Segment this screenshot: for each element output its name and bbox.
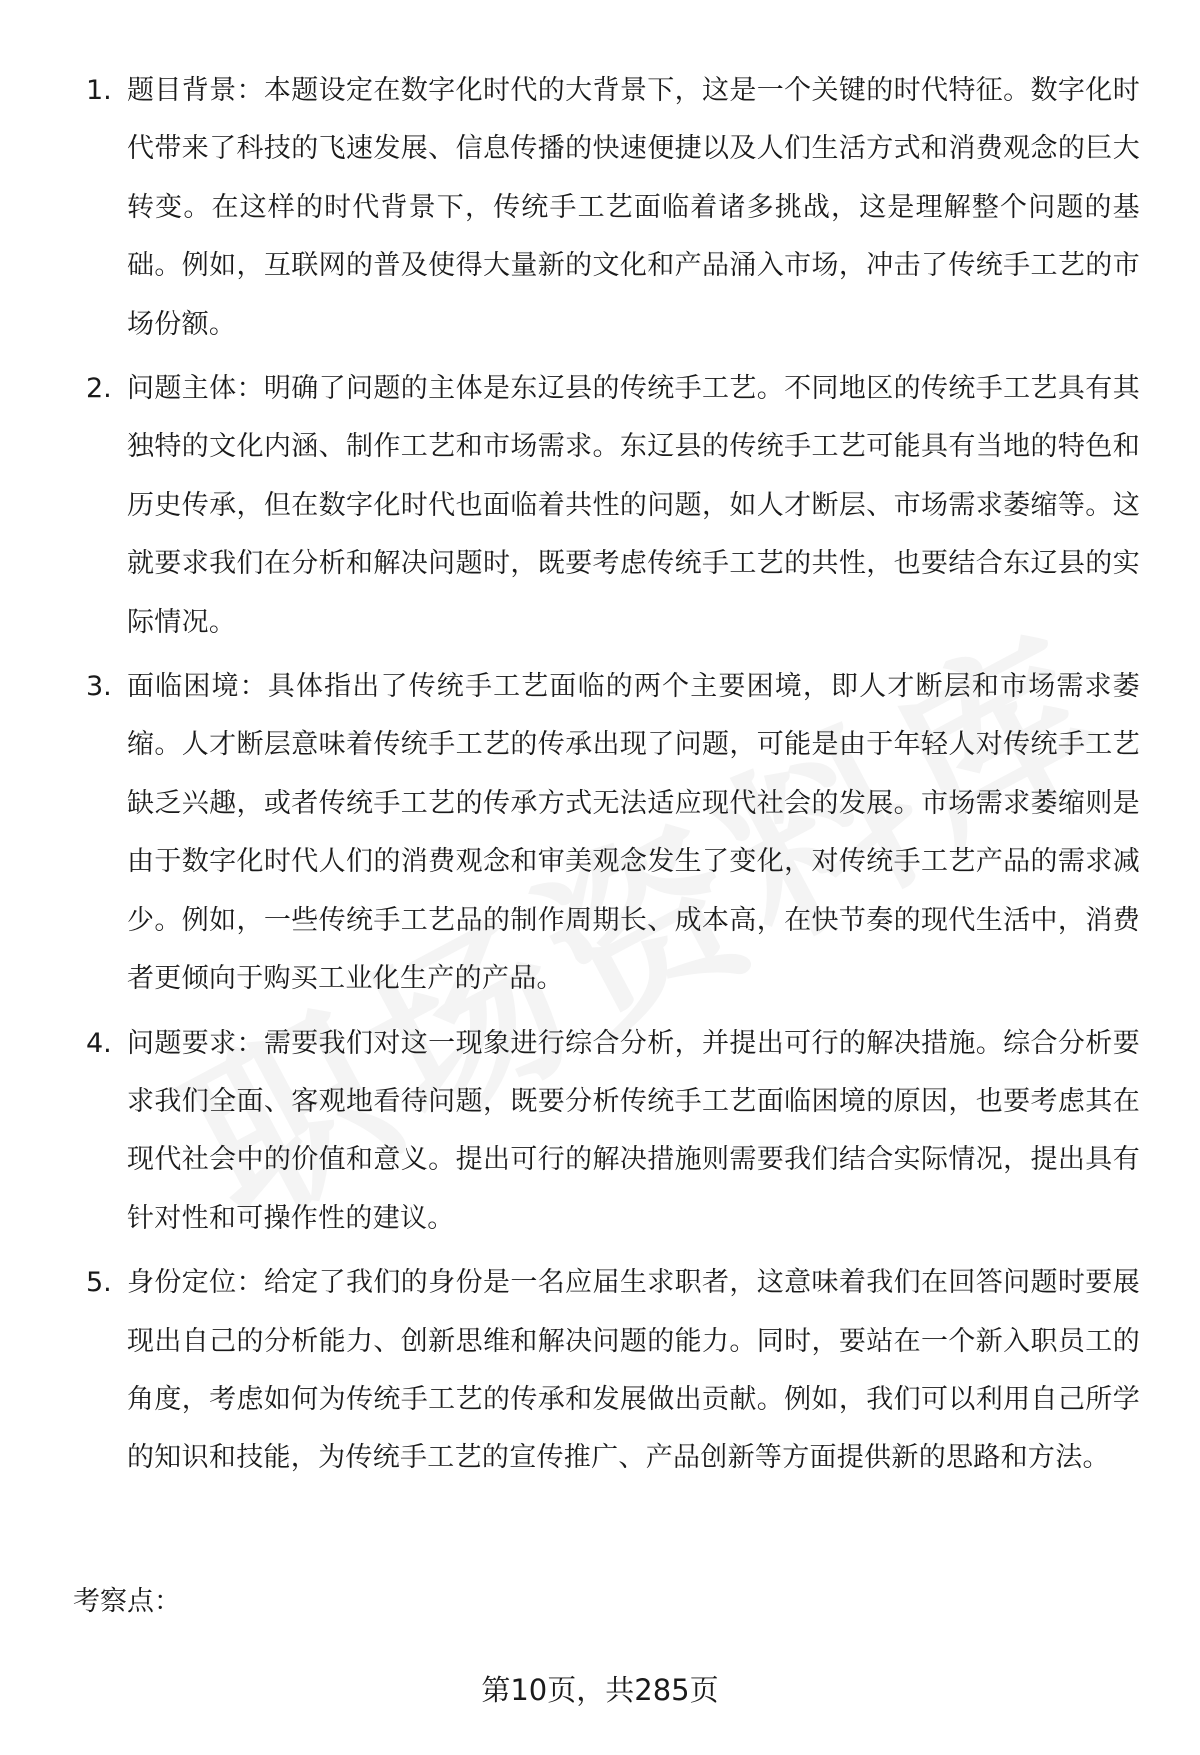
list-item-number: 5. <box>86 1267 112 1299</box>
list-item-text: 问题主体：明确了问题的主体是东辽县的传统手工艺。不同地区的传统手工艺具有其独特的文化内涵、制作工艺和市场需求。东辽县的传统手工艺可能具有当地的特色和历史传承，但在数字化时代也面临着共性的问题，如人才断层、市场需求萎缩等。这就要求我们在分析和解决问题时，既要考虑传统手工艺的共性，也要结合东辽县的实际情况。 <box>127 373 1140 638</box>
list-item <box>0 62 1200 354</box>
list-item <box>0 658 1200 1008</box>
section-label-exam-points: 考察点： <box>73 1586 181 1617</box>
list-item-number: 2. <box>86 373 112 405</box>
page-number-footer: 第10页，共285页 <box>481 1673 719 1707</box>
list-item-text: 身份定位：给定了我们的身份是一名应届生求职者，这意味着我们在回答问题时要展现出自己的分析能力、创新思维和解决问题的能力。同时，要站在一个新入职员工的角度，考虑如何为传统手工艺的传承和发展做出贡献。例如，我们可以利用自己所学的知识和技能，为传统手工艺的宣传推广、产品创新等方面提供新的思路和方法。 <box>127 1267 1140 1474</box>
list-item-number: 1. <box>86 75 112 106</box>
list-item-number: 4. <box>86 1027 112 1059</box>
list-item <box>0 1254 1200 1488</box>
list-item-text: 题目背景：本题设定在数字化时代的大背景下，这是一个关键的时代特征。数字化时代带来了科技的飞速发展、信息传播的快速便捷以及人们生活方式和消费观念的巨大转变。在这样的时代背景下，传统手工艺面临着诸多挑战，这是理解整个问题的基础。例如，互联网的普及使得大量新的文化和产品涌入市场，冲击了传统手工艺的市场份额。 <box>127 75 1140 340</box>
list-item <box>0 1015 1200 1249</box>
list-item <box>0 360 1200 652</box>
list-item-text: 问题要求：需要我们对这一现象进行综合分析，并提出可行的解决措施。综合分析要求我们全面、客观地看待问题，既要分析传统手工艺面临困境的原因，也要考虑其在现代社会中的价值和意义。提出可行的解决措施则需要我们结合实际情况，提出具有针对性和可操作性的建议。 <box>127 1027 1140 1234</box>
list-item-text: 面临困境：具体指出了传统手工艺面临的两个主要困境，即人才断层和市场需求萎缩。人才断层意味着传统手工艺的传承出现了问题，可能是由于年轻人对传统手工艺缺乏兴趣，或者传统手工艺的传承方式无法适应现代社会的发展。市场需求萎缩则是由于数字化时代人们的消费观念和审美观念发生了变化，对传统手工艺产品的需求减少。例如，一些传统手工艺品的制作周期长、成本高，在快节奏的现代生活中，消费者更倾向于购买工业化生产的产品。 <box>127 671 1140 995</box>
analysis-list <box>0 62 1200 1494</box>
list-item-number: 3. <box>86 671 112 703</box>
